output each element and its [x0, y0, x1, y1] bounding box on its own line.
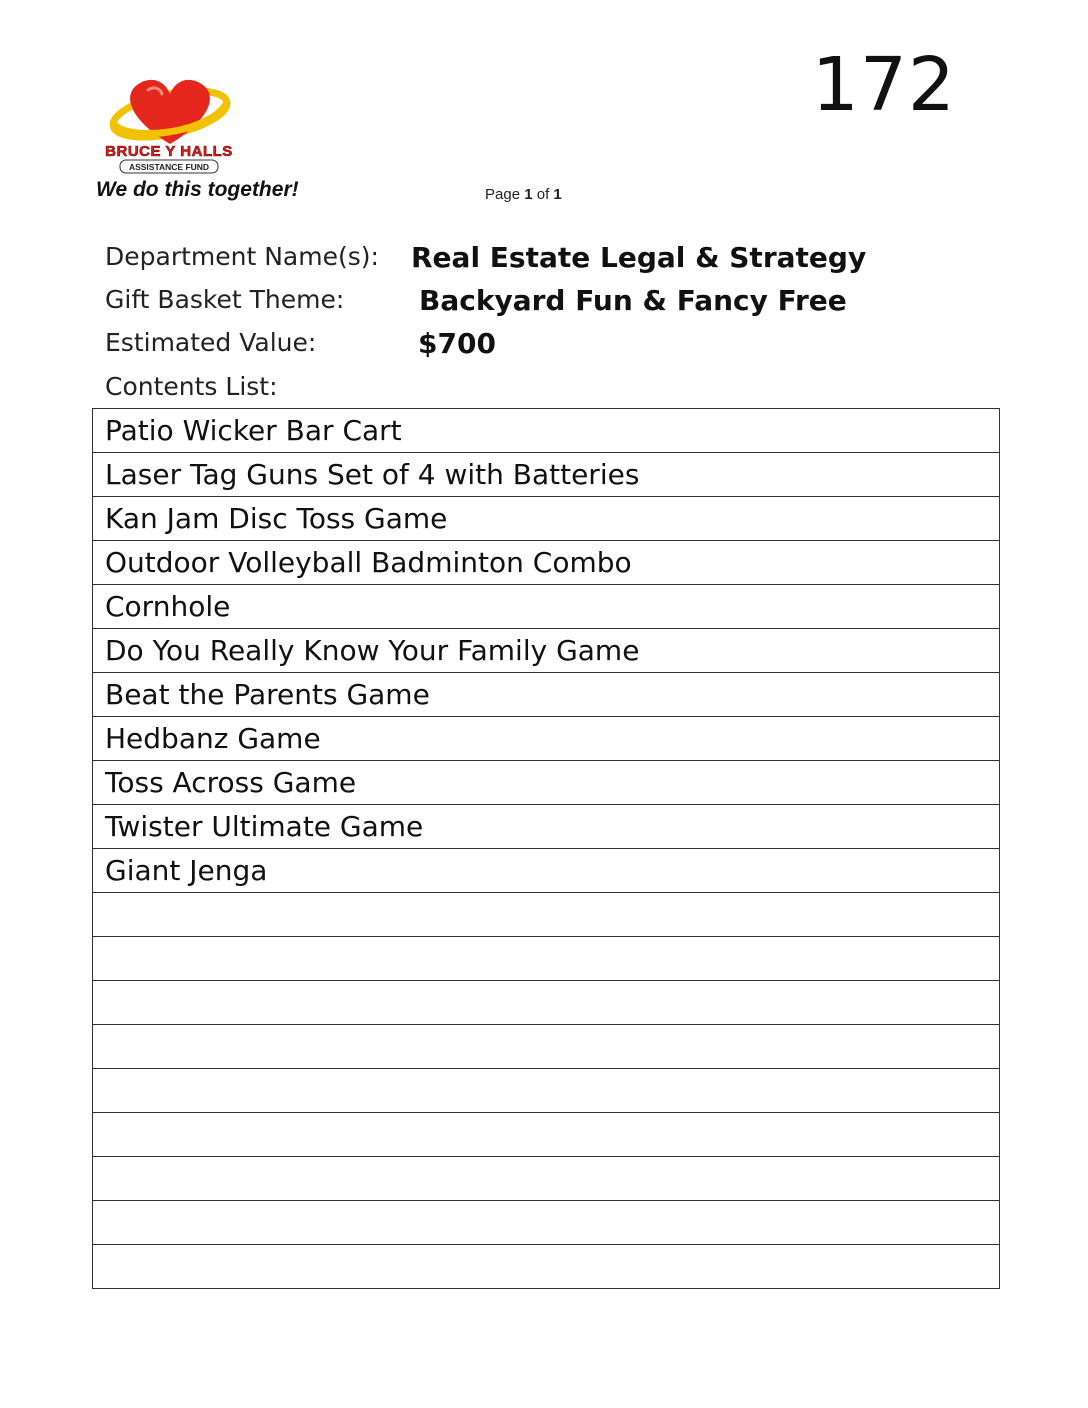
- logo: [98, 74, 240, 176]
- contents-item-empty: [93, 1157, 1000, 1201]
- contents-item-empty: [93, 1025, 1000, 1069]
- contents-item-empty: [93, 893, 1000, 937]
- tagline: We do this together!: [96, 178, 299, 201]
- table-row: [93, 761, 1000, 805]
- contents-item: Do You Really Know Your Family Game: [93, 629, 1000, 673]
- item-number: 172: [811, 42, 956, 128]
- contents-item: Kan Jam Disc Toss Game: [93, 497, 1000, 541]
- contents-item: Cornhole: [93, 585, 1000, 629]
- table-row: [93, 409, 1000, 453]
- logo-wordmark: BRUCE Y HALLS: [105, 143, 233, 160]
- table-row: [93, 1069, 1000, 1113]
- contents-item-empty: [93, 1245, 1000, 1289]
- contents-item-empty: [93, 1201, 1000, 1245]
- contents-item: Hedbanz Game: [93, 717, 1000, 761]
- logo-subtext: ASSISTANCE FUND: [128, 162, 210, 172]
- contents-item-empty: [93, 981, 1000, 1025]
- table-row: [93, 1157, 1000, 1201]
- table-row: [93, 497, 1000, 541]
- contents-item: Outdoor Volleyball Badminton Combo: [93, 541, 1000, 585]
- table-row: [93, 849, 1000, 893]
- table-row: [93, 541, 1000, 585]
- contents-item: Patio Wicker Bar Cart: [93, 409, 1000, 453]
- theme-label: Gift Basket Theme:: [105, 285, 345, 314]
- page-of: of: [536, 186, 550, 203]
- table-row: [93, 1201, 1000, 1245]
- table-row: [93, 453, 1000, 497]
- contents-label: Contents List:: [105, 372, 278, 401]
- table-row: [93, 893, 1000, 937]
- contents-item: Beat the Parents Game: [93, 673, 1000, 717]
- table-row: [93, 717, 1000, 761]
- table-row: [93, 805, 1000, 849]
- page-current: 1: [524, 186, 533, 203]
- contents-item: Giant Jenga: [93, 849, 1000, 893]
- value-label: Estimated Value:: [105, 328, 317, 357]
- table-row: [93, 629, 1000, 673]
- table-row: [93, 981, 1000, 1025]
- department-label: Department Name(s):: [105, 242, 379, 271]
- theme-value: Backyard Fun & Fancy Free: [419, 284, 847, 317]
- contents-item-empty: [93, 1069, 1000, 1113]
- table-row: [93, 1113, 1000, 1157]
- contents-item: Twister Ultimate Game: [93, 805, 1000, 849]
- contents-table: [92, 408, 1000, 1289]
- value-value: $700: [418, 327, 496, 360]
- page-label: Page: [485, 186, 521, 203]
- contents-item: Laser Tag Guns Set of 4 with Batteries: [93, 453, 1000, 497]
- table-row: [93, 1025, 1000, 1069]
- heart-ring-logo-icon: [98, 74, 240, 176]
- page-indicator: [485, 186, 562, 203]
- table-row: [93, 673, 1000, 717]
- contents-item: Toss Across Game: [93, 761, 1000, 805]
- contents-item-empty: [93, 937, 1000, 981]
- table-row: [93, 937, 1000, 981]
- table-row: [93, 585, 1000, 629]
- table-row: [93, 1245, 1000, 1289]
- page-total: 1: [553, 186, 562, 203]
- department-value: Real Estate Legal & Strategy: [411, 241, 867, 274]
- contents-item-empty: [93, 1113, 1000, 1157]
